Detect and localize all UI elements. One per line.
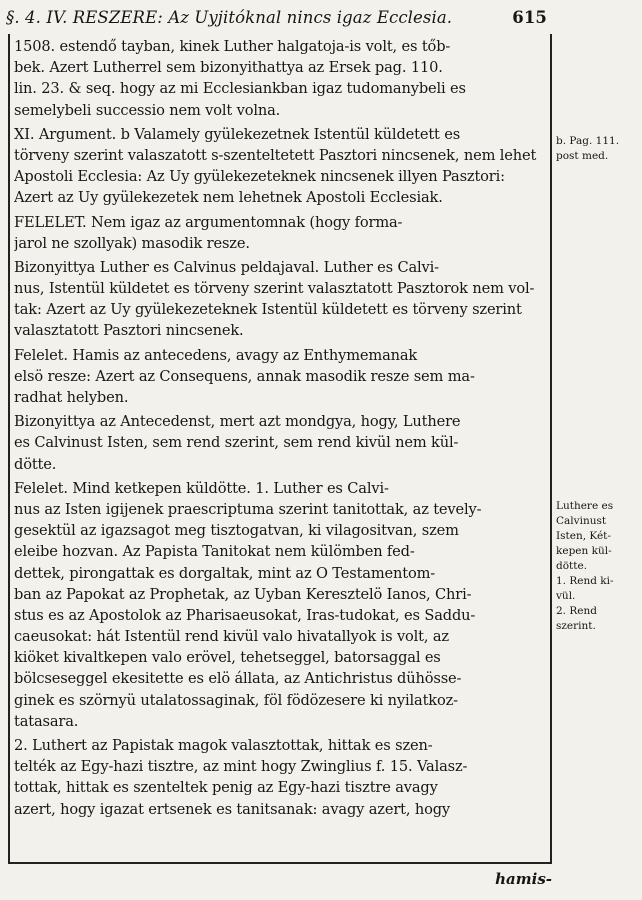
body-line: stus es az Apostolok az Pharisaeusokat, Iras-tudokat, es Saddu- [14, 606, 476, 624]
margin-note-line: b. Pag. 111. [556, 135, 620, 147]
body-line: ban az Papokat az Prophetak, az Uyban Keresztelö Ianos, Chri- [14, 585, 472, 603]
body-line: telték az Egy-hazi tisztre, az mint hogy Zwinglius f. 15. Valasz- [14, 758, 468, 776]
body-line: törveny szerint valaszatott s-szenteltetett Pasztori nincsenek, nem lehet [14, 146, 537, 164]
catchword: hamis- [495, 870, 552, 888]
body-line: lin. 23. & seq. hogy az mi Ecclesiankban igaz tudomanybeli es [14, 80, 466, 98]
body-line: ginek es szörnyü utalatossaginak, föl födözesere ki nyilatkoz- [14, 691, 458, 709]
body-line: radhat helyben. [14, 389, 129, 406]
margin-note-line: dötte. [556, 560, 588, 572]
running-head [6, 4, 549, 32]
body-line: XI. Argument. b Valamely gyülekezetnek Istentül küldetett es [14, 125, 461, 143]
body-line: Felelet. Mind ketkepen küldötte. 1. Luther es Calvi- [14, 479, 389, 497]
margin-note-line: Calvinust [556, 515, 607, 527]
body-line: jarol ne szollyak) masodik resze. [14, 234, 250, 252]
body-line: valasztatott Pasztori nincsenek. [14, 322, 244, 340]
body-line: gesektül az igazsagot meg tisztogatvan, ki vilagositvan, szem [14, 522, 459, 540]
margin-note-line: kepen kül- [556, 545, 612, 557]
body-line: tottak, hittak es szenteltek penig az Egy-hazi tisztre avagy [14, 779, 438, 797]
body-line: tak: Azert az Uy gyülekezeteknek Istentül küldetett es törveny szerint [14, 301, 522, 319]
margin-note-line: Luthere es [556, 500, 614, 512]
body-line: azert, hogy igazat ertsenek es tanitsanak: avagy azert, hogy [14, 800, 451, 818]
margin-note-line: vül. [556, 590, 576, 602]
margin-note-1 [556, 134, 640, 164]
margin-note-line: szerint. [556, 620, 596, 632]
body-line: nus az Isten igijenek praescriptuma szerint tanitottak, az tevely- [14, 500, 482, 518]
body-line: semelybeli successio nem volt volna. [14, 101, 281, 119]
body-line: Bizonyittya Luther es Calvinus peldajaval. Luther es Calvi- [14, 258, 439, 276]
margin-note-line: 1. Rend ki- [556, 575, 614, 587]
body-line: elsö resze: Azert az Consequens, annak masodik resze sem ma- [14, 367, 475, 385]
margin-note-line: 2. Rend [556, 605, 597, 617]
body-line: dettek, pirongattak es dorgaltak, mint az O Testamentom- [14, 564, 436, 582]
body-line: Azert az Uy gyülekezetek nem lehetnek Apostoli Ecclesiak. [14, 189, 443, 207]
body-line: FELELET. Nem igaz az argumentomnak (hogy forma- [14, 213, 403, 231]
body-line: tatasara. [14, 712, 79, 730]
body-line: caeusokat: hát Istentül rend kivül valo hivatallyok is volt, az [14, 628, 449, 646]
page-number: 615 [512, 8, 547, 27]
body-line: eleibe hozvan. Az Papista Tanitokat nem külömben fed- [14, 543, 415, 561]
body-line: bölcseseggel ekesitette es elö állata, az Antichristus dühösse- [14, 670, 462, 688]
margin-note-line: post med. [556, 150, 609, 162]
body-line: Apostoli Ecclesia: Az Uy gyülekezeteknek nincsenek illyen Pasztori: [14, 168, 505, 186]
body-line: Felelet. Hamis az antecedens, avagy az Enthymemanak [14, 346, 418, 364]
margin-note-line: Isten, Két- [556, 530, 611, 542]
body-text [14, 36, 546, 820]
body-line: kiöket kivaltkepen valo erövel, tehetseggel, batorsaggal es [14, 649, 441, 667]
body-line: 1508. estendő tayban, kinek Luther halgatoja-is volt, es tőb- [14, 38, 451, 55]
running-head-title: §. 4. IV. RESZERE: Az Uyjitóknal nincs igaz Ecclesia. [6, 8, 453, 27]
body-line: nus, Istentül küldetet es törveny szerint valasztatott Pasztorok nem vol- [14, 280, 535, 298]
body-line: es Calvinust Isten, sem rend szerint, sem rend kivül nem kül- [14, 434, 459, 452]
body-line: bek. Azert Lutherrel sem bizonyithattya az Ersek pag. 110. [14, 59, 443, 77]
body-line: 2. Luthert az Papistak magok valasztottak, hittak es szen- [14, 737, 433, 754]
body-line: Bizonyittya az Antecedenst, mert azt mondgya, hogy, Luthere [14, 413, 461, 431]
body-line: dötte. [14, 455, 57, 473]
margin-note-2 [556, 499, 640, 634]
